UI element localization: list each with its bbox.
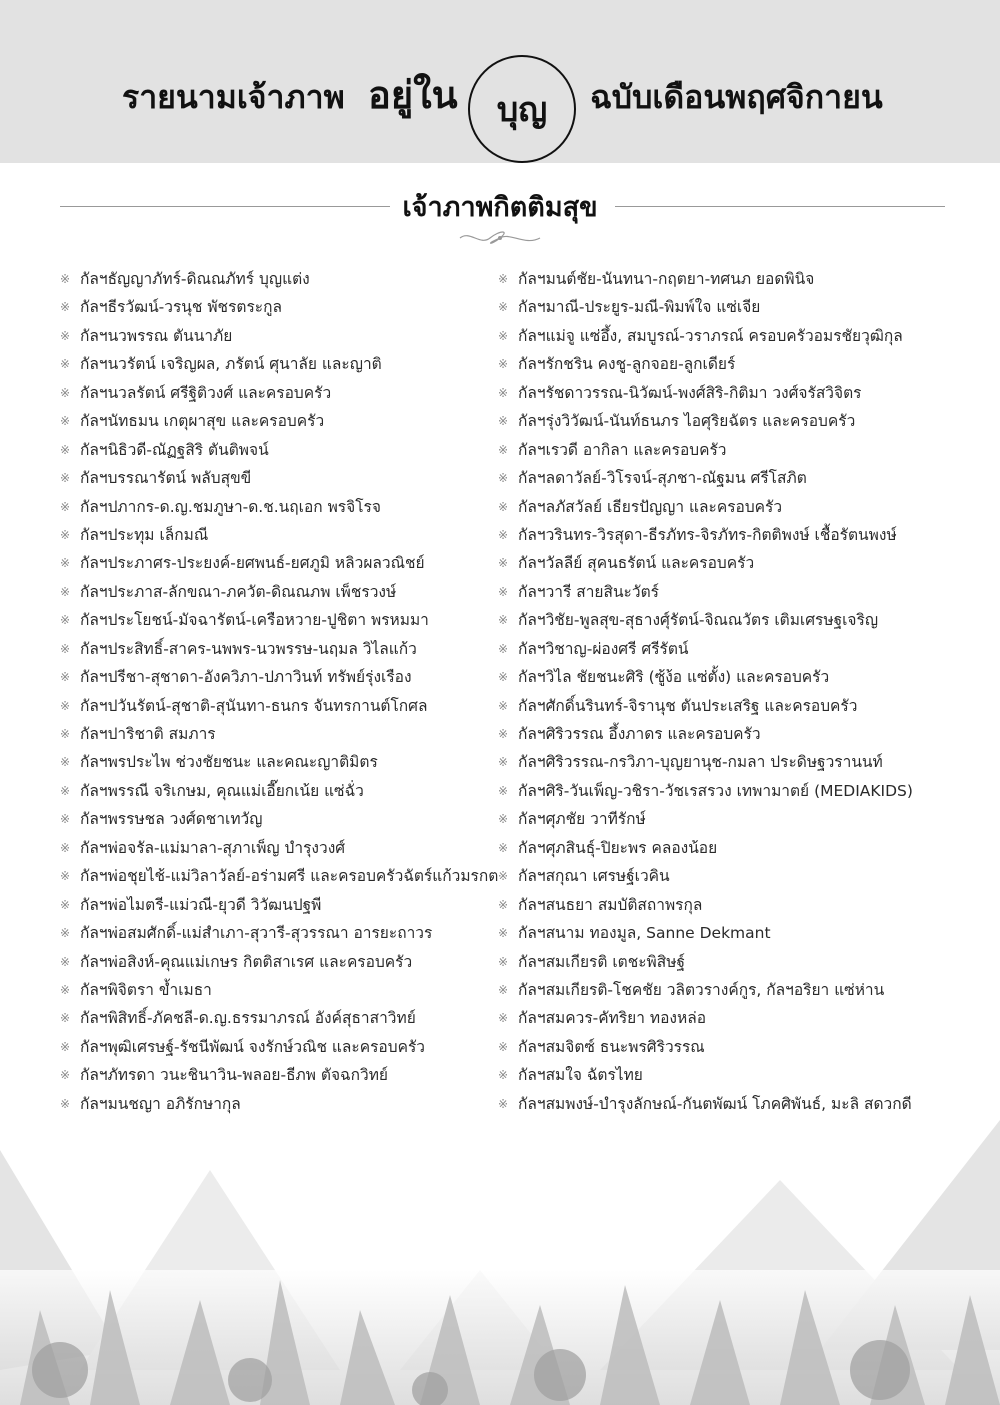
donor-list-item: [498, 407, 968, 435]
donor-list-item: [498, 493, 968, 521]
bullet-icon: ※: [498, 556, 509, 571]
donor-list-item: [498, 635, 968, 663]
left-donor-list: [60, 265, 500, 1118]
donor-list-item: [498, 919, 968, 947]
donor-list-item: [498, 805, 968, 833]
donor-list-item: [60, 748, 500, 776]
donor-name: กัลฯสมเกียรติ เตชะพิสิษฐ์: [518, 952, 686, 971]
donor-name: กัลฯธีรวัฒน์-วรนุช พัชรตระกูล: [80, 298, 282, 317]
donor-list-item: [60, 1004, 500, 1032]
flourish-ornament-icon: [455, 228, 545, 248]
bullet-icon: ※: [60, 471, 71, 486]
bullet-icon: ※: [60, 812, 71, 827]
title-right: ฉบับเดือนพฤศจิกายน: [590, 78, 883, 116]
bullet-icon: ※: [498, 499, 509, 514]
donor-list-item: [498, 578, 968, 606]
donor-name: กัลฯนวพรรณ ตันนาภัย: [80, 326, 233, 345]
donor-list-item: [60, 521, 500, 549]
bullet-icon: ※: [60, 584, 71, 599]
donor-list-item: [60, 407, 500, 435]
donor-list-item: [498, 720, 968, 748]
bullet-icon: ※: [60, 613, 71, 628]
donor-list-item: [60, 464, 500, 492]
donor-list-item: [498, 976, 968, 1004]
donor-list-item: [498, 606, 968, 634]
donor-name: กัลฯพิสิทธิ์-ภัคชลี-ด.ญ.ธรรมาภรณ์ อังค์สุธาสาวิทย์: [80, 1009, 416, 1028]
donor-list-item: [498, 1033, 968, 1061]
donor-list-item: [498, 862, 968, 890]
bullet-icon: ※: [498, 584, 509, 599]
donor-list-item: [60, 578, 500, 606]
donor-list-item: [498, 265, 968, 293]
donor-list-item: [60, 265, 500, 293]
donor-name: กัลฯพ่อชุยไช้-แม่วิลาวัลย์-อร่ามศรี และครอบครัวฉัตร์แก้วมรกต: [80, 867, 499, 886]
donor-name: กัลฯพุฒิเศรษฐ์-รัชนีพัฒน์ จงรักษ์วณิช และครอบครัว: [80, 1037, 425, 1056]
donor-list-item: [60, 322, 500, 350]
bullet-icon: ※: [498, 783, 509, 798]
donor-name: กัลฯศิริวรรณ อึ้งภาดร และครอบครัว: [518, 725, 761, 743]
bullet-icon: ※: [498, 954, 509, 969]
donor-list-item: [498, 891, 968, 919]
donor-name: กัลฯวิชัย-พูลสุข-สุธางศุ์รัตน์-จิณณวัตร เติมเศรษฐเจริญ: [518, 611, 879, 630]
bullet-icon: ※: [60, 641, 71, 656]
donor-list-item: [60, 805, 500, 833]
donor-name: กัลฯเรวดี อากิลา และครอบครัว: [518, 440, 727, 459]
bullet-icon: ※: [60, 272, 71, 286]
donor-list-item: [498, 777, 968, 805]
bullet-icon: ※: [498, 272, 509, 286]
donor-name: กัลฯปวันรัตน์-สุชาติ-สุนันทา-ธนกร จันทรกานต์โกศล: [80, 696, 428, 715]
logo-word: อยู่ใน: [368, 72, 458, 117]
donor-list-item: [60, 293, 500, 321]
bullet-icon: ※: [498, 1011, 509, 1026]
bullet-icon: ※: [60, 698, 71, 713]
bullet-icon: ※: [60, 755, 71, 770]
donor-name: กัลฯปาริชาติ สมภาร: [80, 725, 216, 743]
donor-list-item: [60, 436, 500, 464]
donor-list-item: [60, 1061, 500, 1089]
donor-name: กัลฯวัลลีย์ สุคนธรัตน์ และครอบครัว: [518, 554, 755, 573]
donor-name: กัลฯสนาม ทองมูล, Sanne Dekmant: [518, 924, 771, 943]
donor-name: กัลฯปภากร-ด.ญ.ชมภูษา-ด.ช.นฤเอก พรจิโรจ: [80, 497, 381, 516]
bullet-icon: ※: [60, 869, 71, 884]
logo-circle-text: บุญ: [496, 90, 548, 130]
donor-name: กัลฯลดาวัลย์-วิโรจน์-สุภชา-ณัฐมน ศรีโสภิต: [518, 469, 807, 488]
donor-name: กัลฯรุ่งวิวัฒน์-นันท์ธนภร ไอศุริยฉัตร และครอบครัว: [518, 412, 856, 431]
donor-name: กัลฯสมควร-คัทริยา ทองหล่อ: [518, 1009, 706, 1028]
bullet-icon: ※: [60, 727, 71, 741]
donor-list-item: [498, 350, 968, 378]
donor-name: กัลฯวิไล ชัยชนะศิริ (ซู้ง้อ แซ่ตั้ง) และครอบครัว: [518, 668, 830, 687]
donor-list-item: [498, 293, 968, 321]
section-title: เจ้าภาพกิตติมสุข: [402, 192, 598, 223]
bullet-icon: ※: [498, 300, 509, 315]
bullet-icon: ※: [60, 982, 71, 997]
bullet-icon: ※: [60, 926, 71, 941]
donor-name: กัลฯวรินทร-วิรสุดา-ธีรภัทร-จิรภัทร-กิตติพงษ์ เชื้อรัตนพงษ์: [518, 525, 897, 544]
donor-name: กัลฯลภัสวัลย์ เธียรปัญญา และครอบครัว: [518, 497, 783, 516]
donor-list-item: [60, 350, 500, 378]
donor-list-item: [498, 549, 968, 577]
bullet-icon: ※: [60, 442, 71, 457]
bullet-icon: ※: [498, 641, 509, 656]
donor-name: กัลฯบรรณารัตน์ พลับสุขขี: [80, 469, 252, 488]
bullet-icon: ※: [60, 1039, 71, 1054]
right-donor-list: [498, 265, 968, 1118]
donor-list-item: [60, 635, 500, 663]
bullet-icon: ※: [498, 442, 509, 457]
crystal-mountain-decoration: [0, 1110, 1000, 1405]
donor-name: กัลฯสมพงษ์-บำรุงลักษณ์-กันตพัฒน์ โภคศิพันธ์, มะลิ สดวกดี: [518, 1094, 912, 1113]
donor-list-item: [60, 919, 500, 947]
donor-name: กัลฯพ่อสิงห์-คุณแม่เกษร กิตติสาเรศ และครอบครัว: [80, 952, 413, 971]
donor-list-item: [60, 692, 500, 720]
donor-name: กัลฯรัชดาวรรณ-นิวัฒน์-พงศ์สิริ-กิติมา วงศ์จรัสวิจิตร: [518, 383, 862, 402]
bullet-icon: ※: [60, 954, 71, 969]
donor-name: กัลฯประภาศร-ประยงค์-ยศพนธ์-ยศภูมิ หลิวผลวณิชย์: [80, 554, 425, 573]
donor-list-item: [60, 891, 500, 919]
donor-name: กัลฯพิจิตรา ข้ำเมธา: [80, 980, 212, 999]
bullet-icon: ※: [60, 414, 71, 429]
bullet-icon: ※: [498, 698, 509, 713]
donor-name: กัลฯวารี สายสินะวัตร์: [518, 582, 659, 601]
bullet-icon: ※: [498, 926, 509, 941]
bullet-icon: ※: [60, 783, 71, 798]
donor-name: กัลฯพ่อสมศักดิ์-แม่สำเภา-สุวารี-สุวรรณา อารยะถาวร: [80, 924, 433, 943]
donor-name: กัลฯพ่อจรัล-แม่มาลา-สุภาเพ็ญ บำรุงวงศ์: [80, 838, 346, 857]
donor-name: กัลฯมนชญา อภิรักษากุล: [80, 1094, 241, 1113]
donor-name: กัลฯพรรณี จริเกษม, คุณแม่เอี๊ยกเน้ย แซ่ฉั่ว: [80, 781, 364, 800]
donor-name: กัลฯมาณี-ประยูร-มณี-พิมพ์ใจ แซ่เจีย: [518, 298, 761, 317]
donor-name: กัลฯศุภสินธุ์-ปิยะพร คลองน้อย: [518, 838, 718, 857]
donor-name: กัลฯแม่จู แซ่อึ้ง, สมบูรณ์-วราภรณ์ ครอบครัวอมรชัยวุฒิกุล: [518, 326, 903, 345]
donor-name: กัลฯศุภชัย วาทีรักษ์: [518, 810, 646, 829]
donor-list-item: [498, 322, 968, 350]
donor-list-item: [60, 948, 500, 976]
bullet-icon: ※: [60, 357, 71, 372]
donor-list-item: [498, 748, 968, 776]
bullet-icon: ※: [60, 1068, 71, 1083]
donor-name: กัลฯประทุม เล็กมณี: [80, 525, 209, 544]
donor-name: กัลฯนิธิวดี-ณัฏฐสิริ ตันติพจน์: [80, 440, 269, 459]
donor-list-item: [60, 976, 500, 1004]
donor-name: กัลฯศักดิ์นรินทร์-จิรานุช ตันประเสริฐ และครอบครัว: [518, 696, 858, 715]
bullet-icon: ※: [60, 300, 71, 315]
donor-name: กัลฯสมจิตซ์ ธนะพรศิริวรรณ: [518, 1037, 705, 1056]
bullet-icon: ※: [498, 613, 509, 628]
bullet-icon: ※: [60, 499, 71, 514]
bullet-icon: ※: [498, 1068, 509, 1083]
donor-list-item: [60, 862, 500, 890]
donor-name: กัลฯพรรษชล วงศ์ดชาเทวัญ: [80, 810, 263, 829]
donor-name: กัลฯศิริวรรณ-กรวิภา-บุญยานุช-กมลา ประดิษฐวรานนท์: [518, 753, 883, 772]
donor-name: กัลฯพ่อไมตรี-แม่วณี-ยุวดี วิวัฒนปฐพี: [80, 895, 322, 914]
bullet-icon: ※: [60, 527, 71, 542]
bullet-icon: ※: [60, 328, 71, 343]
donor-name: กัลฯประโยชน์-มัจฉารัตน์-เครือหวาย-ปูชิตา พรหมมา: [80, 611, 429, 630]
donor-name: กัลฯสกุณา เศรษฐ์เวคิน: [518, 867, 670, 886]
donor-name: กัลฯมนต์ชัย-นันทนา-กฤตยา-ทศนภ ยอดพินิจ: [518, 270, 815, 288]
bullet-icon: ※: [498, 328, 509, 343]
bullet-icon: ※: [498, 471, 509, 486]
bullet-icon: ※: [498, 385, 509, 400]
donor-list-item: [60, 834, 500, 862]
bullet-icon: ※: [498, 982, 509, 997]
donor-list-item: [498, 692, 968, 720]
donor-list-item: [498, 379, 968, 407]
donor-list-item: [60, 606, 500, 634]
donor-name: กัลฯสนธยา สมบัติสถาพรกุล: [518, 895, 703, 914]
donor-name: กัลฯนัทธมน เกตุผาสุข และครอบครัว: [80, 412, 325, 431]
donor-name: กัลฯพรประไพ ช่วงชัยชนะ และคณะญาติมิตร: [80, 753, 378, 772]
donor-list-item: [498, 1061, 968, 1089]
bullet-icon: ※: [498, 897, 509, 912]
donor-list-item: [498, 464, 968, 492]
bullet-icon: ※: [60, 670, 71, 685]
donor-list-item: [60, 663, 500, 691]
title-left: รายนามเจ้าภาพ: [122, 78, 345, 116]
donor-list-item: [498, 948, 968, 976]
donor-list-item: [60, 777, 500, 805]
donor-name: กัลฯสมเกียรติ-โชคชัย วลิตวรางค์กูร, กัลฯอริยา แซ่ห่าน: [518, 980, 885, 999]
donor-name: กัลฯปรีชา-สุชาดา-อังควิภา-ปภาวินท์ ทรัพย์รุ่งเรือง: [80, 668, 412, 687]
donor-list-item: [60, 379, 500, 407]
donor-name: กัลฯนวรัตน์ เจริญผล, ภรัตน์ ศุนาลัย และญาติ: [80, 355, 382, 374]
bullet-icon: ※: [498, 527, 509, 542]
donor-list-item: [498, 834, 968, 862]
bullet-icon: ※: [60, 897, 71, 912]
donor-name: กัลฯสมใจ ฉัตรไทย: [518, 1066, 643, 1085]
bullet-icon: ※: [498, 812, 509, 827]
logo-circle: [468, 55, 576, 163]
donor-name: กัลฯประภาส-ลักขณา-ภควัต-ดิณณภพ เพ็ชรวงษ์: [80, 582, 397, 601]
donor-name: กัลฯนวลรัตน์ ศรีฐิติวงศ์ และครอบครัว: [80, 383, 332, 402]
donor-list-item: [498, 663, 968, 691]
bullet-icon: ※: [60, 1096, 71, 1111]
donor-list-item: [498, 1004, 968, 1032]
bullet-icon: ※: [498, 357, 509, 372]
bullet-icon: ※: [498, 727, 509, 741]
bullet-icon: ※: [498, 755, 509, 770]
donor-name: กัลฯรักชริน คงชู-ลูกจอย-ลูกเดียร์: [518, 355, 736, 374]
donor-name: กัลฯธัญญาภัทร์-ดิณณภัทร์ บุญแต่ง: [80, 270, 310, 288]
bullet-icon: ※: [60, 385, 71, 400]
bullet-icon: ※: [60, 556, 71, 571]
donor-name: กัลฯประสิทธิ์-สาคร-นพพร-นวพรรษ-นฤมล วิไลแก้ว: [80, 639, 417, 658]
bullet-icon: ※: [60, 840, 71, 855]
donor-list-item: [498, 521, 968, 549]
donor-list-item: [60, 720, 500, 748]
bullet-icon: ※: [498, 869, 509, 884]
bullet-icon: ※: [498, 1039, 509, 1054]
donor-name: กัลฯศิริ-วันเพ็ญ-วชิรา-วัชเรสรวง เทพามาตย์ (MEDIAKIDS): [518, 781, 913, 800]
donor-name: กัลฯวิชาญ-ผ่องศรี ศรีรัตน์: [518, 639, 689, 658]
donor-name: กัลฯภัทรดา วนะชินาวิน-พลอย-ธีภพ ตัจฉกวิทย์: [80, 1066, 388, 1085]
bullet-icon: ※: [60, 1011, 71, 1026]
bullet-icon: ※: [498, 670, 509, 685]
donor-list-item: [60, 493, 500, 521]
donor-list-item: [60, 1033, 500, 1061]
donor-list-item: [60, 549, 500, 577]
donor-list-item: [498, 436, 968, 464]
bullet-icon: ※: [498, 1096, 509, 1111]
bullet-icon: ※: [498, 414, 509, 429]
bullet-icon: ※: [498, 840, 509, 855]
